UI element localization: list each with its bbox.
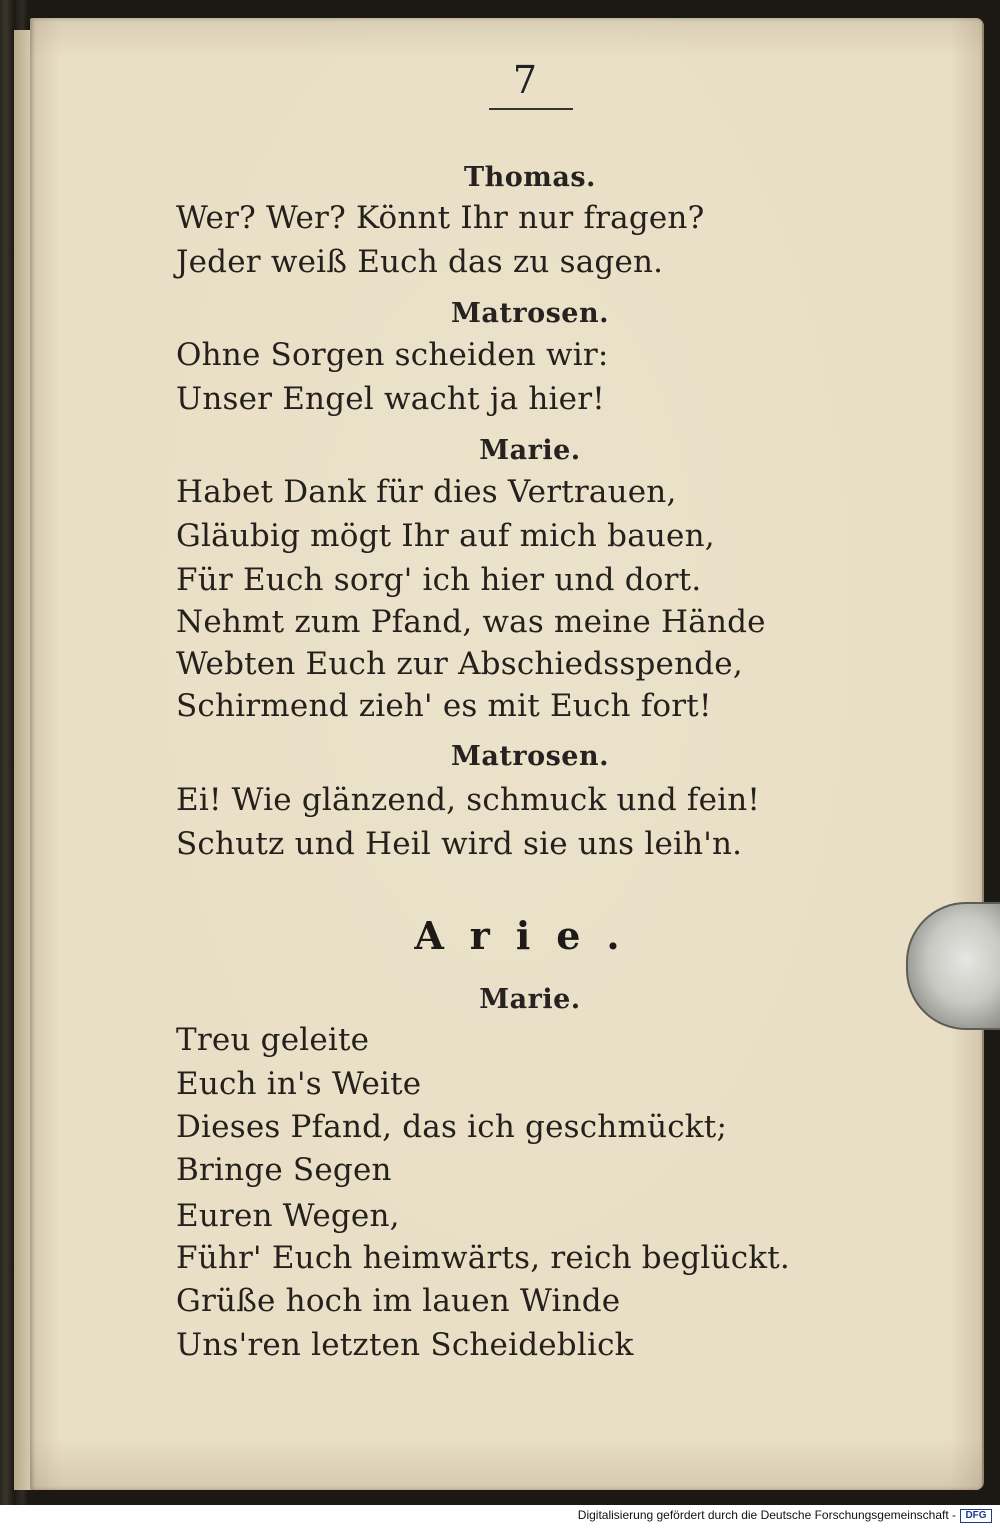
speaker-matrosen: Matrosen.	[451, 298, 609, 329]
speaker-matrosen: Matrosen.	[451, 741, 609, 772]
section-title-arie: Arie.	[414, 913, 646, 958]
verse-line: Uns'ren letzten Scheideblick	[176, 1327, 634, 1363]
verse-line: Schirmend zieh' es mit Euch fort!	[176, 688, 712, 724]
verse-line: Grüße hoch im lauen Winde	[176, 1283, 621, 1319]
verse-line: Unser Engel wacht ja hier!	[176, 381, 605, 417]
speaker-thomas: Thomas.	[464, 162, 596, 193]
page-number: 7	[512, 58, 538, 102]
page-number-rule	[489, 108, 573, 110]
verse-line: Habet Dank für dies Vertrauen,	[176, 474, 677, 510]
verse-line: Nehmt zum Pfand, was meine Hände	[176, 604, 766, 640]
verse-line: Treu geleite	[176, 1022, 370, 1058]
verse-line: Ohne Sorgen scheiden wir:	[176, 337, 609, 373]
verse-line: Gläubig mögt Ihr auf mich bauen,	[176, 518, 715, 554]
verse-line: Dieses Pfand, das ich geschmückt;	[176, 1109, 728, 1145]
verse-line: Bringe Segen	[176, 1152, 392, 1188]
footer-credit: Digitalisierung gefördert durch die Deutsche Forschungsgemeinschaft -	[577, 1508, 956, 1522]
verse-line: Führ' Euch heimwärts, reich beglückt.	[176, 1240, 790, 1276]
verse-line: Wer? Wer? Könnt Ihr nur fragen?	[176, 200, 705, 236]
dfg-logo: DFG	[960, 1509, 992, 1523]
verse-line: Euren Wegen,	[176, 1198, 400, 1234]
verse-line: Ei! Wie glänzend, schmuck und fein!	[176, 782, 761, 818]
verse-line: Jeder weiß Euch das zu sagen.	[176, 244, 664, 280]
speaker-marie: Marie.	[479, 984, 581, 1015]
speaker-marie: Marie.	[479, 435, 581, 466]
verse-line: Webten Euch zur Abschiedsspende,	[176, 646, 743, 682]
footer-bar	[0, 1505, 1000, 1528]
verse-line: Für Euch sorg' ich hier und dort.	[176, 562, 702, 598]
verse-line: Schutz und Heil wird sie uns leih'n.	[176, 826, 743, 862]
verse-line: Euch in's Weite	[176, 1066, 422, 1102]
